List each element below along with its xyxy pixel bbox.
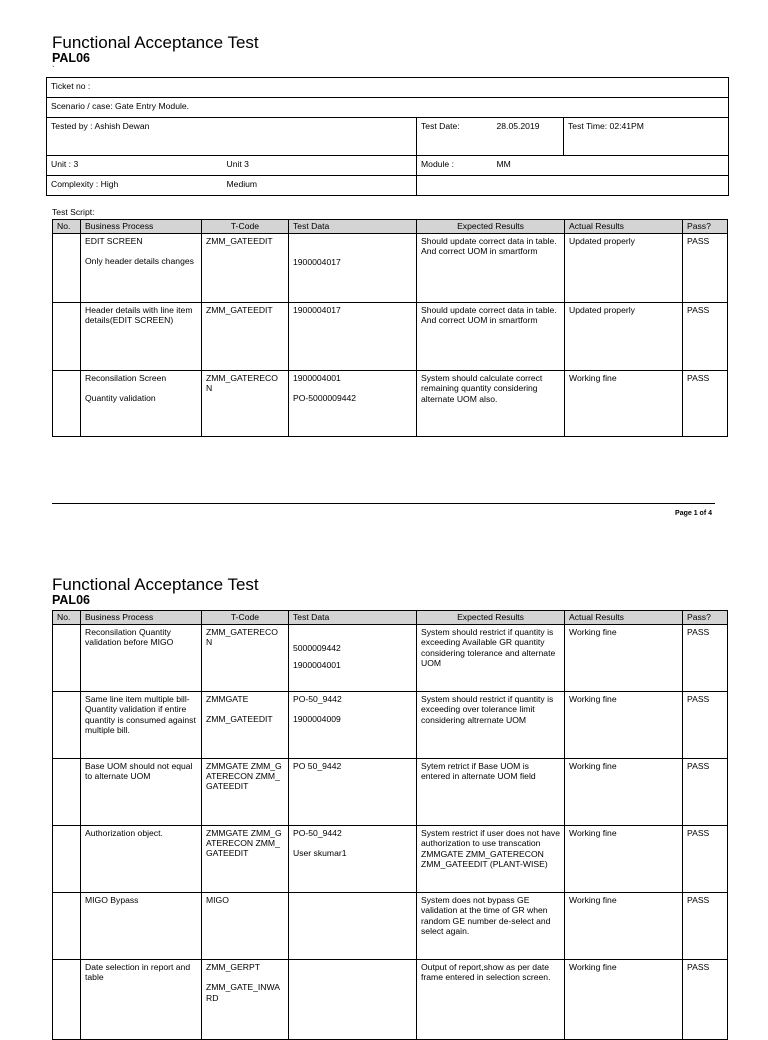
row-pass: PASS [683,759,728,826]
row-process: Reconsilation Screen [85,373,167,383]
row-data: 1900004017 [289,303,417,371]
test-script-table-2 [52,610,728,1040]
row-expected: System should calculate correct remaining quantity considering alternate UOM also. [421,373,543,404]
row-expected: Output of report,show as per date frame entered in selection screen. [421,962,551,983]
table-header-row [53,220,728,234]
row-no [53,893,81,960]
row-pass: PASS [683,303,728,371]
table-row [53,234,728,303]
row-process: Authorization object. [85,828,163,838]
row-data-detail: 1900004001 [293,660,341,671]
row-tcode: ZMM_GERPT [206,962,260,972]
row-data-detail: User skumar1 [293,848,347,859]
tick-mark: ` [52,65,55,74]
header-pass: Pass? [683,220,728,234]
scenario-text: Scenario / case: Gate Entry Module. [47,98,729,118]
row-tcode: ZMMGATE ZMM_GATERECON ZMM_GATEEDIT [202,826,289,893]
row-actual: Updated properly [565,234,683,303]
row-pass: PASS [683,371,728,437]
row-pass: PASS [683,625,728,692]
row-expected: System does not bypass GE validation at the time of GR when random GE number de-select and select again. [421,895,551,936]
table-row [53,625,728,692]
row-expected: System restrict if user does not have authorization to use transcation ZMMGATE ZMM_GATERECON ZMM_GATEEDIT (PLANT-WISE) [421,828,560,869]
info-table [46,77,729,196]
header-pass: Pass? [683,611,728,625]
header-data: Test Data [289,611,417,625]
row-no [53,692,81,759]
header-tcode: T-Code [202,220,289,234]
page-1-subtitle: PAL06 [52,51,90,65]
table-row [53,960,728,1040]
row-actual: Working fine [565,759,683,826]
table-row [53,303,728,371]
row-process-detail: Only header details changes [85,256,194,267]
header-no: No. [53,220,81,234]
row-tcode: ZMM_GATERECON [202,625,289,692]
header-actual: Actual Results [565,220,683,234]
header-actual: Actual Results [565,611,683,625]
module-value: MM [493,156,729,176]
row-tcode: ZMMGATE ZMM_GATERECON ZMM_GATEEDIT [202,759,289,826]
table-header-row [53,611,728,625]
ticket-label: Ticket no : [47,78,729,98]
row-no [53,303,81,371]
row-actual: Working fine [565,625,683,692]
row-expected: System should restrict if quantity is exceeding Available GR quantity considering tolerance and alternate UOM [421,627,556,668]
test-time: Test Time: 02:41PM [564,118,729,156]
header-data: Test Data [289,220,417,234]
row-actual: Working fine [565,960,683,1040]
row-pass: PASS [683,692,728,759]
table-row [53,759,728,826]
row-actual: Working fine [565,692,683,759]
row-tcode: ZMM_GATEEDIT [202,234,289,303]
row-expected: Should update correct data in table. And correct UOM in smartform [421,236,557,257]
header-no: No. [53,611,81,625]
header-expected: Expected Results [417,220,565,234]
row-data-detail: 1900004009 [293,714,341,725]
row-expected: System should restrict if quantity is exceeding over tolerance limit considering altrernate UOM [421,694,554,725]
row-actual: Updated properly [565,303,683,371]
row-pass: PASS [683,960,728,1040]
row-data: PO-50_9442 [293,694,342,704]
complexity-empty [417,176,729,196]
row-tcode: ZMMGATE [206,694,249,704]
row-process-detail: Quantity validation [85,393,156,404]
test-script-label: Test Script: [52,207,95,217]
page-divider [52,503,715,504]
row-data: 1900004001 [293,373,341,383]
row-process: Reconsilation Quantity validation before MIGO [85,627,174,648]
row-data: PO-50_9442 [293,828,342,838]
complexity-label: Complexity : High [47,176,223,196]
test-date-value: 28.05.2019 [493,118,564,156]
row-pass: PASS [683,893,728,960]
row-data [289,893,417,960]
row-process: Same line item multiple bill- Quantity validation if entire quantity is consumed against multiple bill. [85,694,196,735]
module-label: Module : [417,156,493,176]
row-no [53,371,81,437]
page-2-title: Functional Acceptance Test [52,575,259,594]
row-no [53,625,81,692]
header-process: Business Process [81,611,202,625]
row-tcode-detail: ZMM_GATEEDIT [206,714,273,725]
row-data-detail: PO-5000009442 [293,393,357,404]
row-pass: PASS [683,234,728,303]
row-data: 5000009442 [293,643,341,653]
table-row [53,692,728,759]
table-row [53,893,728,960]
row-tcode: ZMM_GATERECON [202,371,289,437]
row-data: 1900004017 [293,257,341,267]
table-row [53,826,728,893]
page-2-subtitle: PAL06 [52,593,90,607]
header-process: Business Process [81,220,202,234]
row-actual: Working fine [565,826,683,893]
test-date-label: Test Date: [417,118,493,156]
page-1-title: Functional Acceptance Test [52,33,259,52]
row-no [53,960,81,1040]
row-pass: PASS [683,826,728,893]
row-process: Date selection in report and table [85,962,191,983]
row-process: MIGO Bypass [85,895,139,905]
unit-label: Unit : 3 [47,156,223,176]
page-number: Page 1 of 4 [675,510,712,517]
complexity-value: Medium [223,176,417,196]
table-row [53,371,728,437]
row-no [53,759,81,826]
row-no [53,234,81,303]
header-tcode: T-Code [202,611,289,625]
row-expected: Sytem retrict if Base UOM is entered in alternate UOM field [421,761,536,782]
test-script-table-1 [52,219,728,437]
row-data: PO 50_9442 [289,759,417,826]
row-expected: Should update correct data in table. And correct UOM in smartform [421,305,557,326]
tested-by: Tested by : Ashish Dewan [47,118,417,156]
row-process: Base UOM should not equal to alternate UOM [85,761,193,782]
row-no [53,826,81,893]
row-process: EDIT SCREEN [85,236,143,246]
row-actual: Working fine [565,371,683,437]
row-tcode: MIGO [202,893,289,960]
header-expected: Expected Results [417,611,565,625]
unit-value: Unit 3 [223,156,417,176]
row-data [289,960,417,1040]
row-actual: Working fine [565,893,683,960]
row-tcode-detail: ZMM_GATE_INWARD [206,982,281,1003]
row-tcode: ZMM_GATEEDIT [202,303,289,371]
row-process: Header details with line item details(EDIT SCREEN) [85,305,193,326]
